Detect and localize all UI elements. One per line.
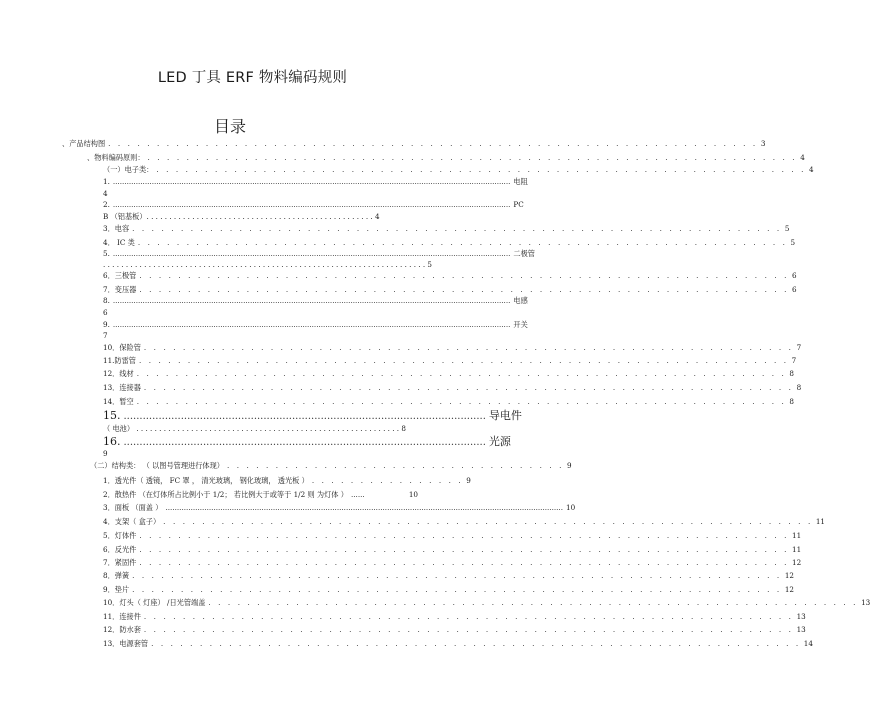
toc-entry[interactable] <box>103 224 790 233</box>
toc-entry[interactable] <box>103 271 797 280</box>
toc-entry-page: 11 <box>792 531 802 540</box>
toc-entry[interactable] <box>103 612 806 621</box>
toc-leader-dots: . . . . . . . . . . . . . . . . . . . . . . . . . . . . . . . . . . . . . . . . . . . . . . . . . . . . . . . . . . . . . . . . . . . <box>147 153 798 162</box>
toc-entry[interactable] <box>103 545 802 554</box>
toc-entry[interactable] <box>103 369 794 378</box>
toc-leader-dots: .............................................................................................................................................................................. <box>112 177 511 186</box>
toc-entry-label: 10．灯头（ 灯座） /日光管端盖 <box>103 598 206 607</box>
toc-entry-label: 11．连接件 <box>103 612 141 621</box>
toc-leader-dots: . . . . . . . . . . . . . . . . . . . . . . . . . . . . . . . . . . . . . . . . . . . . . . . . . . . . . . . . . . . . . . . . . . . <box>139 356 789 365</box>
toc-entry-label: 12．线材 <box>103 369 134 378</box>
toc-entry-label: 5. <box>103 249 110 258</box>
toc-leader-dots: .............................................................................................................................................................................. <box>165 503 564 512</box>
toc-entry-label: 5．灯体件 <box>103 531 137 540</box>
toc-entry-page: 12 <box>792 558 802 567</box>
toc-leader-dots: .............................................................................................................................................................................. <box>112 320 511 329</box>
toc-leader-dots: .............................................................................................................................................................................. <box>112 296 511 305</box>
toc-entry-page: 7 <box>791 356 797 365</box>
toc-entry[interactable] <box>103 249 535 269</box>
toc-entry-page: 4 <box>800 153 805 162</box>
toc-entry-label: 6．反光件 <box>103 545 137 554</box>
toc-leader-dots: . . . . . . . . . . . . . . . . . . . . . . . . . . . . . . . . . . . . . . . . . . . . . . . . . . . . . . . . . . . . . . . . . . . <box>143 383 794 392</box>
toc-heading: 目录 <box>213 117 246 136</box>
toc-leader-dots: . . . . . . . . . . . . . . . . . . . . . . . . . . . . . . . . . . . . . . . . . . . . . . . . . . . . . . . . . . . . . . . . . . . <box>132 224 782 233</box>
toc-entry-label: 1. <box>103 177 110 186</box>
toc-entry[interactable] <box>90 461 572 470</box>
toc-entry[interactable] <box>103 435 511 458</box>
toc-entry[interactable] <box>103 558 802 567</box>
toc-entry[interactable] <box>103 356 797 365</box>
toc-leader-dots: .................................................................................................................. <box>123 437 486 448</box>
toc-entry-continuation: 4 <box>103 189 108 198</box>
toc-entry-page: 电阻 <box>513 177 528 186</box>
toc-entry-page: 光源 <box>488 435 511 448</box>
toc-leader-dots: . . . . . . . . . . . . . . . . . . . . . . . . . . . . . . . . . . . . . . . . . . . . . . . . . . . . . . . . . . . . . . . . . . . <box>208 598 859 607</box>
toc-leader-dots: . . . . . . . . . . . . . . . . . . . . . . . . . . . . . . . . . . . . . . . . . . . . . . . . . . . . . . . . . . . . . . . . . . . <box>143 343 794 352</box>
toc-entry-page: 9 <box>567 461 572 470</box>
toc-entry-label: 2. <box>103 200 110 209</box>
toc-entry[interactable] <box>103 320 528 340</box>
document-title: LED 丁具 ERF 物料编码规则 <box>157 70 348 86</box>
toc-entry-label: 3．面板 （面盖 ） <box>103 503 163 512</box>
toc-leader-dots: . . . . . . . . . . . . . . . . . . . . . . . . . . . . . . . . . . . . . . . . . . . . . . . . . . . . . . . . . . . . . . . . . . . <box>139 531 789 540</box>
toc-entry-page: 3 <box>760 139 766 148</box>
toc-entry-label: 11.防雷管 <box>103 356 136 365</box>
toc-entry[interactable] <box>103 625 806 634</box>
toc-entry-page: 9 <box>466 476 471 485</box>
toc-entry[interactable] <box>103 200 524 221</box>
toc-entry-label: 6．三极管 <box>103 271 137 280</box>
toc-entry-continuation: 6 <box>103 308 108 317</box>
toc-leader-dots: ...... <box>350 490 365 499</box>
toc-leader-dots: . . . . . . . . . . . . . . . . . . . . . . . . . . . . . . . . . . . . . . . . . . . . . . . . . . . . . . . . . . . . . . . . . . . <box>136 397 787 406</box>
toc-entry-label: 12．防水套 <box>103 625 141 634</box>
toc-entry-label: 9. <box>103 320 110 329</box>
toc-leader-dots: . . . . . . . . . . . . . . . . . . . . . . . . . . . . . . . . . . . . . . . . . . . . . . . . . . . . . . . . . . . . . . . . . . . <box>143 625 794 634</box>
toc-entry[interactable] <box>103 296 528 317</box>
toc-entry-page: 10 <box>408 490 418 499</box>
toc-leader-dots: .............................................................................................................................................................................. <box>112 249 511 258</box>
toc-entry-label: 10．保险管 <box>103 343 141 352</box>
toc-entry-page: 6 <box>792 285 797 294</box>
toc-entry-label: 4．支架（ 盒子） <box>103 517 161 526</box>
toc-entry-label: 2．散热件 （在灯体所占比例小于 1/2； 若比例大于或等于 1/2 则 为灯体 ） <box>103 490 348 499</box>
toc-entry-label: 1．透光件（ 透镜， FC 罩 ， 清光玻璃， 钢化玻璃， 透光板 ） <box>103 476 309 485</box>
toc-entry-label: （二）结构类： （ 以图号管理进行体现） <box>90 461 224 470</box>
toc-leader-dots: . . . . . . . . . . . . . . . . . . . . . . . . . . . . . . . . . . . . . . . . . . . . . . . . . . . . . . . . . . . . . . . . . . . <box>151 639 801 648</box>
toc-leader-dots: .................................................................................................................. <box>123 411 486 422</box>
toc-entry-continuation: B （铝基板）. . . . . . . . . . . . . . . . . . . . . . . . . . . . . . . . . . . . . . . . . . . . . . . . . . 4 <box>103 212 380 221</box>
toc-entry-page: 开关 <box>513 320 528 329</box>
toc-entry-page: 7 <box>796 343 802 352</box>
toc-entry-page: 10 <box>566 503 576 512</box>
toc-entry[interactable] <box>103 598 870 607</box>
toc-entry[interactable] <box>103 397 794 406</box>
toc-entry[interactable] <box>103 585 794 594</box>
toc-entry[interactable] <box>103 517 825 526</box>
toc-entry[interactable] <box>103 503 576 512</box>
toc-entry[interactable] <box>103 238 796 247</box>
toc-leader-dots: . . . . . . . . . . . . . . . . . . . . . . . . . . . . . . . . . . . . . . . . . . . . . . . . . . . . . . . . . . . . . . . . . . . <box>156 165 806 174</box>
toc-entry-label: 13．电源套管 <box>103 639 149 648</box>
toc-leader-dots: . . . . . . . . . . . . . . . . . . . . . . . . . . . . . . . . . . . . . . . . . . . . . . . . . . . . . . . . . . . . . . . . . . . <box>132 585 782 594</box>
toc-entry-label: 、物料编码原则： <box>87 153 145 162</box>
toc-entry-continuation: 7 <box>103 331 108 340</box>
toc-entry[interactable] <box>103 165 814 174</box>
toc-entry-label: 9．垫片 <box>103 585 130 594</box>
toc-entry[interactable] <box>103 409 522 433</box>
toc-entry[interactable] <box>62 139 766 148</box>
toc-entry-page: 二极管 <box>513 249 535 258</box>
toc-entry-label: 3．电容 <box>103 224 130 233</box>
toc-leader-dots: . . . . . . . . . . . . . . . . <box>311 476 464 485</box>
toc-entry-page: 4 <box>809 165 814 174</box>
toc-entry-continuation: 9 <box>103 449 108 458</box>
toc-entry-page: 电感 <box>513 296 528 305</box>
toc-entry[interactable] <box>103 476 471 485</box>
toc-entry[interactable] <box>103 490 418 499</box>
toc-entry-label: 、产品结构图 <box>62 139 106 148</box>
toc-entry-page: PC <box>513 200 524 209</box>
toc-entry-page: 11 <box>792 545 802 554</box>
toc-entry-continuation: . . . . . . . . . . . . . . . . . . . . . . . . . . . . . . . . . . . . . . . . . . . . . . . . . . . . . . . . . . . . . . . . . . . . . . . 5 <box>103 260 433 269</box>
toc-entry-label: （一）电子类： <box>103 165 154 174</box>
toc-entry[interactable] <box>103 571 794 580</box>
toc-leader-dots: .............................................................................................................................................................................. <box>112 200 511 209</box>
toc-leader-dots: . . . . . . . . . . . . . . . . . . . . . . . . . . . . . . . . . . . . . . . . . . . . . . . . . . . . . . . . . . . . . . . . . . . <box>163 517 813 526</box>
toc-leader-dots: . . . . . . . . . . . . . . . . . . . . . . . . . . . . . . . . . . . . . . . . . . . . . . . . . . . . . . . . . . . . . . . . . . . <box>137 238 788 247</box>
toc-leader-dots: . . . . . . . . . . . . . . . . . . . . . . . . . . . . . . . . . . . . . . . . . . . . . . . . . . . . . . . . . . . . . . . . . . . <box>108 139 758 148</box>
toc-entry-page: 13 <box>796 612 806 621</box>
toc-entry-page: 14 <box>803 639 813 648</box>
toc-entry-page: 12 <box>784 585 794 594</box>
toc-entry-page: 11 <box>815 517 825 526</box>
toc-entry-label: 13．连接器 <box>103 383 141 392</box>
toc-entry-page: 5 <box>790 238 796 247</box>
toc-entry[interactable] <box>103 639 813 648</box>
toc-entry-page: 6 <box>792 271 797 280</box>
toc-leader-dots: . . . . . . . . . . . . . . . . . . . . . . . . . . . . . . . . . . . . . . . . . . . . . . . . . . . . . . . . . . . . . . . . . . . <box>132 571 782 580</box>
toc-leader-dots: . . . . . . . . . . . . . . . . . . . . . . . . . . . . . . . . . . . . . . . . . . . . . . . . . . . . . . . . . . . . . . . . . . . <box>139 271 789 280</box>
toc-entry[interactable] <box>103 383 802 392</box>
toc-leader-dots: . . . . . . . . . . . . . . . . . . . . . . . . . . . . . . . . . . . . . . . . . . . . . . . . . . . . . . . . . . . . . . . . . . . <box>139 558 789 567</box>
toc-entry-page: 12 <box>784 571 794 580</box>
toc-entry-page: 13 <box>796 625 806 634</box>
toc-leader-dots: . . . . . . . . . . . . . . . . . . . . . . . . . . . . . . . . . . . . . . . . . . . . . . . . . . . . . . . . . . . . . . . . . . . <box>136 369 787 378</box>
toc-entry-page: 5 <box>784 224 790 233</box>
toc-entry-continuation: （ 电池） . . . . . . . . . . . . . . . . . . . . . . . . . . . . . . . . . . . . . . . . . . . . . . . . . . . . . . . . . . 8 <box>103 424 406 433</box>
toc-entry-label: 15. <box>103 409 121 422</box>
toc-leader-dots: . . . . . . . . . . . . . . . . . . . . . . . . . . . . . . . . . . . . . . . . . . . . . . . . . . . . . . . . . . . . . . . . . . . <box>139 285 789 294</box>
toc-entry-label: 16. <box>103 435 121 448</box>
toc-entry[interactable] <box>103 177 528 198</box>
toc-leader-dots: . . . . . . . . . . . . . . . . . . . . . . . . . . . . . . . . . . . . . . . . . . . . . . . . . . . . . . . . . . . . . . . . . . . <box>143 612 794 621</box>
toc-entry-page: 8 <box>789 369 794 378</box>
toc-leader-dots: . . . . . . . . . . . . . . . . . . . . . . . . . . . . . . . . . . . . . . . . . . . . . . . . . . . . . . . . . . . . . . . . . . . <box>139 545 789 554</box>
toc-entry[interactable] <box>103 285 797 294</box>
toc-entry-label: 7．变压器 <box>103 285 137 294</box>
toc-leader-dots: . . . . . . . . . . . . . . . . . . . . . . . . . . . . . . . . . . . <box>226 461 564 470</box>
toc-entry-label: 14．暂空 <box>103 397 134 406</box>
toc-entry[interactable] <box>87 153 805 162</box>
toc-entry[interactable] <box>103 343 802 352</box>
toc-entry-page: 13 <box>861 598 870 607</box>
toc-entry-page: 8 <box>796 383 802 392</box>
toc-entry-label: 8. <box>103 296 110 305</box>
toc-entry-label: 4． IC 类 <box>103 238 135 247</box>
toc-entry-page: 8 <box>789 397 794 406</box>
toc-entry-label: 8．弹簧 <box>103 571 130 580</box>
toc-entry[interactable] <box>103 531 802 540</box>
toc-entry-page: 导电件 <box>488 409 522 422</box>
toc-entry-label: 7．紧固件 <box>103 558 137 567</box>
